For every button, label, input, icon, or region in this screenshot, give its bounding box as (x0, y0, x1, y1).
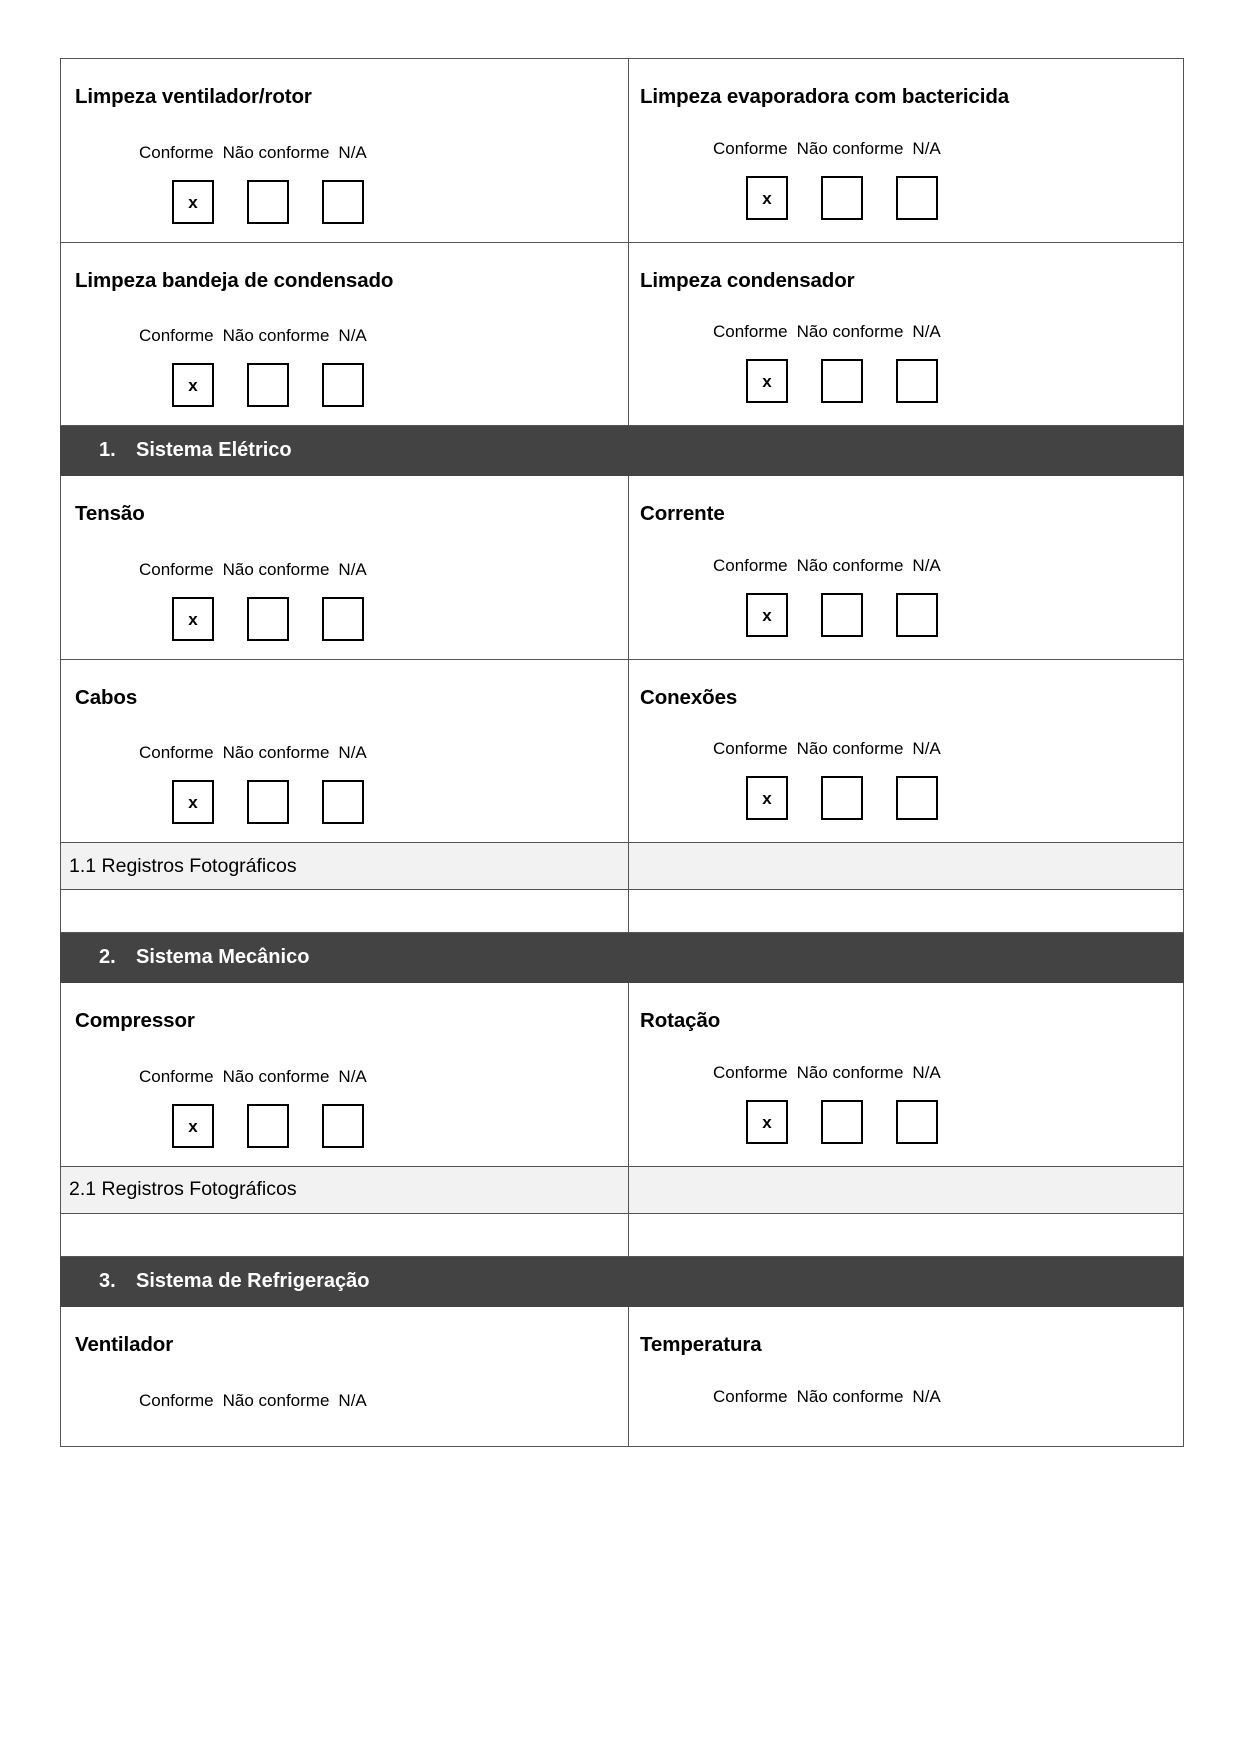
checklist-item-cell-right (629, 476, 1184, 660)
checkbox-conforme[interactable]: x (172, 780, 214, 824)
choice-label-nao-conforme: Não conforme (796, 1062, 904, 1082)
choice-label-nao-conforme: Não conforme (222, 326, 330, 346)
photo-records-empty-cell-right[interactable] (629, 890, 1184, 933)
checkbox-na[interactable] (322, 780, 364, 824)
checklist-item-row (61, 983, 1184, 1167)
choice-label-na: N/A (338, 743, 367, 763)
choice-boxes (746, 593, 1183, 637)
checkbox-na[interactable] (322, 597, 364, 641)
section-title: Sistema Elétrico (136, 439, 292, 462)
item-title: Ventilador (75, 1332, 174, 1356)
choice-label-na: N/A (912, 322, 941, 342)
item-title: Tensão (75, 502, 145, 526)
choice-block (139, 1392, 628, 1409)
checkbox-nao-conforme[interactable] (247, 780, 289, 824)
photo-records-label-cell (61, 843, 629, 890)
checkbox-na[interactable] (896, 593, 938, 637)
photo-records-empty-cell-left[interactable] (61, 1213, 629, 1256)
section-header-filler (629, 1256, 1184, 1306)
photo-records-row (61, 843, 1184, 890)
photo-records-filler-cell (629, 843, 1184, 890)
checkbox-nao-conforme[interactable] (821, 359, 863, 403)
choice-boxes (172, 180, 628, 224)
section-header-filler (629, 933, 1184, 983)
choice-boxes (746, 1100, 1183, 1144)
item-title: Limpeza bandeja de condensado (75, 268, 394, 292)
choice-labels (139, 744, 628, 761)
item-title: Limpeza evaporadora com bactericida (640, 85, 1010, 108)
choice-labels (139, 1392, 628, 1409)
choice-label-na: N/A (338, 326, 367, 346)
choice-label-conforme: Conforme (139, 743, 214, 763)
choice-label-nao-conforme: Não conforme (796, 739, 904, 759)
choice-label-conforme: Conforme (139, 142, 214, 162)
choice-boxes (172, 597, 628, 641)
checkbox-nao-conforme[interactable] (821, 593, 863, 637)
item-title: Rotação (640, 1009, 721, 1033)
section-number: 3. (99, 1269, 116, 1292)
checkbox-conforme[interactable]: x (746, 1100, 788, 1144)
checkbox-conforme[interactable]: x (746, 776, 788, 820)
item-title: Compressor (75, 1009, 195, 1033)
checkbox-na[interactable] (322, 1104, 364, 1148)
choice-boxes (746, 176, 1183, 220)
section-number: 1. (99, 439, 116, 462)
checkbox-conforme[interactable]: x (172, 1104, 214, 1148)
checkbox-nao-conforme[interactable] (247, 1104, 289, 1148)
checklist-item-row (61, 242, 1184, 426)
checklist-item-row (61, 659, 1184, 843)
section-header-row (61, 933, 1184, 983)
choice-label-conforme: Conforme (713, 1062, 788, 1082)
checklist-table-body (61, 59, 1184, 1447)
section-header-sistema-de-refrigeracao (61, 1256, 629, 1306)
section-header-filler (629, 426, 1184, 476)
checklist-item-cell-left (61, 1306, 629, 1446)
checkbox-na[interactable] (896, 359, 938, 403)
photo-records-row (61, 1166, 1184, 1213)
item-title: Cabos (75, 685, 138, 709)
choice-block (713, 140, 1183, 220)
choice-label-conforme: Conforme (713, 138, 788, 158)
item-title: Limpeza condensador (640, 268, 855, 292)
choice-block (713, 557, 1183, 637)
photo-records-label: 1.1 Registros Fotográficos (69, 854, 297, 877)
section-header-sistema-eletrico (61, 426, 629, 476)
choice-label-nao-conforme: Não conforme (796, 1386, 904, 1406)
choice-label-na: N/A (912, 1386, 941, 1406)
checkbox-nao-conforme[interactable] (247, 363, 289, 407)
choice-block (713, 1388, 1183, 1405)
checklist-item-row (61, 59, 1184, 243)
checkbox-na[interactable] (896, 776, 938, 820)
checklist-item-cell-right (629, 659, 1184, 843)
section-number: 2. (99, 946, 116, 969)
photo-records-empty-cell-left[interactable] (61, 890, 629, 933)
choice-block (713, 323, 1183, 403)
checklist-item-cell-left (61, 659, 629, 843)
choice-block (139, 144, 628, 224)
checkbox-conforme[interactable]: x (172, 180, 214, 224)
checkbox-nao-conforme[interactable] (821, 776, 863, 820)
checkbox-nao-conforme[interactable] (821, 1100, 863, 1144)
choice-block (139, 1068, 628, 1148)
choice-label-na: N/A (338, 1390, 367, 1410)
checklist-item-cell-right (629, 59, 1184, 243)
choice-label-na: N/A (338, 1066, 367, 1086)
checklist-item-rotacao (629, 983, 1183, 1162)
checklist-item-cabos (61, 660, 628, 843)
checklist-item-limpeza-ventilador-rotor (61, 59, 628, 242)
checklist-item-corrente (629, 476, 1183, 655)
choice-label-na: N/A (912, 739, 941, 759)
checklist-item-cell-left (61, 983, 629, 1167)
choice-label-nao-conforme: Não conforme (796, 138, 904, 158)
choice-label-nao-conforme: Não conforme (222, 1066, 330, 1086)
photo-records-empty-cell-right[interactable] (629, 1213, 1184, 1256)
choice-label-nao-conforme: Não conforme (222, 559, 330, 579)
checklist-item-cell-left (61, 59, 629, 243)
choice-block (139, 744, 628, 824)
choice-labels (139, 327, 628, 344)
choice-block (139, 561, 628, 641)
checkbox-na[interactable] (322, 363, 364, 407)
checkbox-na[interactable] (896, 176, 938, 220)
checklist-item-row (61, 476, 1184, 660)
choice-label-nao-conforme: Não conforme (222, 142, 330, 162)
choice-block (713, 740, 1183, 820)
section-header-row (61, 1256, 1184, 1306)
section-header-inner (61, 426, 628, 475)
choice-label-na: N/A (338, 559, 367, 579)
choice-labels (139, 1068, 628, 1085)
choice-label-conforme: Conforme (139, 1066, 214, 1086)
choice-boxes (172, 1104, 628, 1148)
choice-label-conforme: Conforme (139, 559, 214, 579)
choice-label-na: N/A (912, 555, 941, 575)
checklist-item-limpeza-bandeja-de-condensado (61, 243, 628, 426)
choice-block (139, 327, 628, 407)
choice-boxes (172, 780, 628, 824)
choice-label-nao-conforme: Não conforme (796, 322, 904, 342)
photo-records-filler-cell (629, 1166, 1184, 1213)
choice-label-conforme: Conforme (139, 326, 214, 346)
photo-records-label-cell (61, 1166, 629, 1213)
section-header-inner (61, 1257, 628, 1306)
checkbox-conforme[interactable]: x (172, 597, 214, 641)
checkbox-conforme[interactable]: x (746, 593, 788, 637)
choice-block (713, 1064, 1183, 1144)
item-title: Temperatura (640, 1332, 762, 1356)
choice-label-na: N/A (912, 138, 941, 158)
section-header-sistema-mecanico (61, 933, 629, 983)
item-title: Conexões (640, 685, 738, 709)
choice-label-conforme: Conforme (713, 555, 788, 575)
choice-labels (713, 1388, 1183, 1405)
checklist-item-ventilador (61, 1307, 628, 1446)
choice-labels (713, 323, 1183, 340)
checklist-item-cell-right (629, 1306, 1184, 1446)
section-header-inner (61, 933, 628, 982)
checkbox-conforme[interactable]: x (746, 359, 788, 403)
checkbox-conforme[interactable]: x (746, 176, 788, 220)
choice-label-conforme: Conforme (713, 322, 788, 342)
section-header-row (61, 426, 1184, 476)
checklist-item-temperatura (629, 1307, 1183, 1442)
choice-label-nao-conforme: Não conforme (222, 1390, 330, 1410)
section-title: Sistema de Refrigeração (136, 1269, 370, 1292)
checklist-item-conexoes (629, 660, 1183, 839)
checklist-item-tensao (61, 476, 628, 659)
checkbox-conforme[interactable]: x (172, 363, 214, 407)
checklist-item-cell-right (629, 983, 1184, 1167)
checkbox-na[interactable] (322, 180, 364, 224)
checkbox-nao-conforme[interactable] (821, 176, 863, 220)
choice-labels (713, 740, 1183, 757)
checklist-item-cell-left (61, 476, 629, 660)
checklist-item-compressor (61, 983, 628, 1166)
checklist-item-limpeza-evaporadora-com-bactericida (629, 59, 1183, 238)
item-title: Corrente (640, 502, 725, 526)
photo-records-label: 2.1 Registros Fotográficos (69, 1178, 297, 1201)
choice-label-na: N/A (912, 1062, 941, 1082)
choice-boxes (172, 363, 628, 407)
photo-records-empty-row (61, 890, 1184, 933)
checklist-table (60, 58, 1184, 1447)
photo-records-empty-row (61, 1213, 1184, 1256)
item-title: Limpeza ventilador/rotor (75, 85, 312, 108)
choice-label-conforme: Conforme (713, 739, 788, 759)
choice-labels (713, 1064, 1183, 1081)
checklist-item-cell-right (629, 242, 1184, 426)
choice-labels (139, 144, 628, 161)
choice-labels (139, 561, 628, 578)
choice-label-nao-conforme: Não conforme (222, 743, 330, 763)
checklist-item-row (61, 1306, 1184, 1446)
choice-label-na: N/A (338, 142, 367, 162)
choice-label-conforme: Conforme (713, 1386, 788, 1406)
checkbox-nao-conforme[interactable] (247, 597, 289, 641)
choice-labels (713, 140, 1183, 157)
section-title: Sistema Mecânico (136, 946, 310, 969)
checkbox-nao-conforme[interactable] (247, 180, 289, 224)
choice-boxes (746, 776, 1183, 820)
checkbox-na[interactable] (896, 1100, 938, 1144)
choice-boxes (746, 359, 1183, 403)
choice-label-conforme: Conforme (139, 1390, 214, 1410)
checklist-item-limpeza-condensador (629, 243, 1183, 422)
choice-label-nao-conforme: Não conforme (796, 555, 904, 575)
checklist-item-cell-left (61, 242, 629, 426)
choice-labels (713, 557, 1183, 574)
